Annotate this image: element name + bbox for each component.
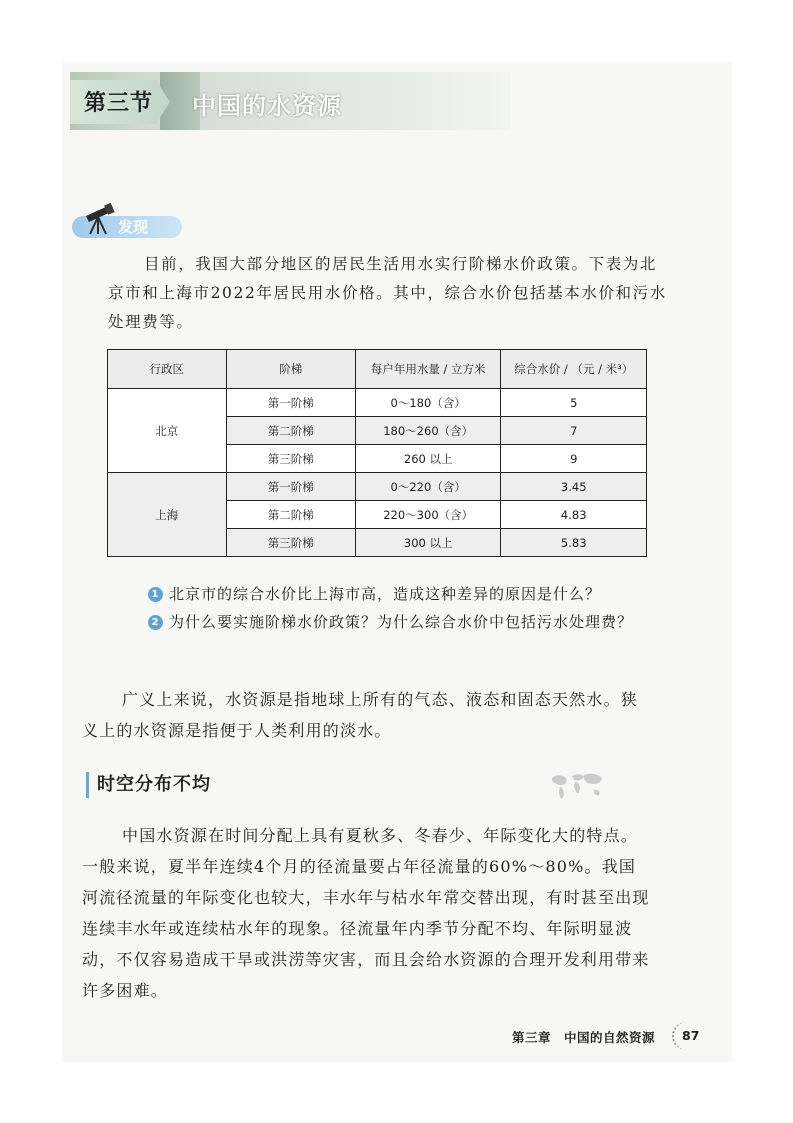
page-number: 87 [682, 1028, 700, 1043]
telescope-icon [82, 202, 116, 236]
discovery-badge [72, 208, 182, 238]
price-cell: 7 [501, 417, 647, 445]
tier-cell: 第一阶梯 [226, 389, 355, 417]
discussion-questions [148, 580, 633, 636]
header-price: 综合水价 / （元 / 米³） [501, 350, 647, 389]
tier-cell: 第二阶梯 [226, 417, 355, 445]
volume-cell: 0～220（含） [355, 473, 501, 501]
world-map-icon [548, 770, 606, 802]
tier-cell: 第三阶梯 [226, 529, 355, 557]
volume-cell: 0～180（含） [355, 389, 501, 417]
volume-cell: 260 以上 [355, 445, 501, 473]
table-row [108, 473, 647, 501]
definition-paragraph: 广义上来说，水资源是指地球上所有的气态、液态和固态天然水。狭义上的水资源是指便于人类利用的淡水。 [82, 690, 639, 740]
tier-cell: 第二阶梯 [226, 501, 355, 529]
region-cell: 北京 [108, 389, 227, 473]
table-row [108, 389, 647, 417]
price-cell: 3.45 [501, 473, 647, 501]
question-item [148, 580, 633, 608]
region-cell: 上海 [108, 473, 227, 557]
header-tier: 阶梯 [226, 350, 355, 389]
section-label: 第三节 [84, 91, 154, 116]
chapter-footer: 第三章 中国的自然资源 [512, 1030, 656, 1045]
table-header-row [108, 350, 647, 389]
price-cell: 5.83 [501, 529, 647, 557]
header-region: 行政区 [108, 350, 227, 389]
price-cell: 9 [501, 445, 647, 473]
volume-cell: 220～300（含） [355, 501, 501, 529]
header-volume: 每户年用水量 / 立方米 [355, 350, 501, 389]
water-price-table [107, 349, 647, 557]
number-circle-icon: 2 [148, 615, 163, 630]
volume-cell: 180～260（含） [355, 417, 501, 445]
discovery-intro: 目前，我国大部分地区的居民生活用水实行阶梯水价政策。下表为北京市和上海市2022年居民用水价格。其中，综合水价包括基本水价和污水处理费等。 [108, 255, 667, 331]
volume-cell: 300 以上 [355, 529, 501, 557]
main-paragraph: 中国水资源在时间分配上具有夏秋多、冬春少、年际变化大的特点。一般来说，夏半年连续4个月的径流量要占年径流量的60%～80%。我国河流径流量的年际变化也较大，丰水年与枯水年常交替出现，有时甚至出现连续丰水年或连续枯水年的现象。径流量年内季节分配不均、年际明显波动，不仅容易造成干旱或洪涝等灾害，而且会给水资源的合理开发利用带来许多困难。 [82, 826, 650, 1000]
question-text: 北京市的综合水价比上海市高，造成这种差异的原因是什么？ [169, 585, 602, 603]
number-circle-icon: 1 [148, 587, 163, 602]
price-cell: 4.83 [501, 501, 647, 529]
subheading: 时空分布不均 [86, 772, 211, 798]
section-title: 中国的水资源 [192, 92, 342, 120]
tier-cell: 第三阶梯 [226, 445, 355, 473]
discovery-label: 发现 [118, 218, 149, 236]
question-text: 为什么要实施阶梯水价政策？为什么综合水价中包括污水处理费？ [169, 613, 634, 631]
tier-cell: 第一阶梯 [226, 473, 355, 501]
question-item [148, 608, 633, 636]
price-cell: 5 [501, 389, 647, 417]
